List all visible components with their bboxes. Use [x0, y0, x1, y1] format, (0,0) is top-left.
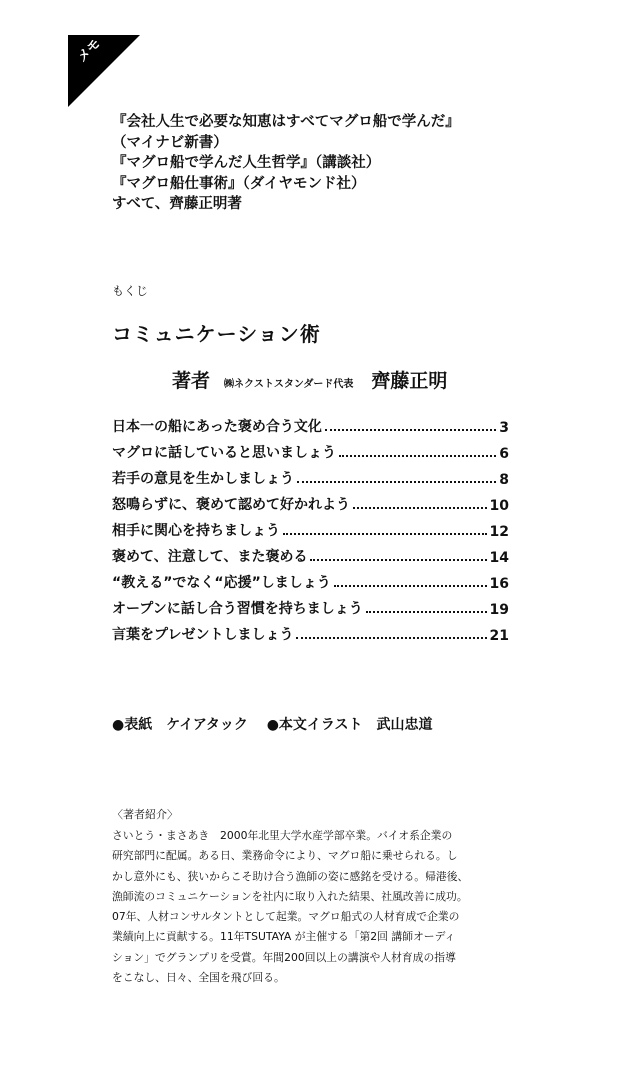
profile-line: 07年、人材コンサルタントとして起業。マグロ船式の人材育成で企業の: [112, 910, 460, 924]
profile-line: さいとう・まさあき 2000年北里大学水産学部卒業。バイオ系企業の: [112, 829, 453, 842]
toc-row[interactable]: [112, 410, 509, 436]
toc-leader: [366, 611, 487, 613]
book-line: 『マグロ船で学んだ人生哲学』（講談社）: [112, 155, 381, 171]
toc-page: 16: [489, 576, 509, 592]
toc-title: 相手に関心を持ちましょう: [112, 523, 280, 539]
author-label: 著者: [172, 370, 211, 392]
profile-line: かし意外にも、狭いからこそ助け合う漁師の姿に感銘を受ける。帰港後、: [112, 869, 469, 883]
toc-title: “教える”でなく“応援”しましょう: [112, 575, 331, 591]
memo-corner-label: メモ: [74, 36, 104, 66]
profile-line: ション」でグランプリを受賞。年間200回以上の講演や人材育成の指導: [112, 950, 456, 964]
toc-leader: [325, 429, 496, 431]
toc-page: 12: [489, 524, 509, 540]
author-profile: [112, 826, 512, 988]
credits-line: [112, 714, 447, 734]
toc-title: マグロに話していると思いましょう: [112, 445, 336, 461]
toc-row[interactable]: [112, 540, 509, 566]
toc-leader: [296, 637, 486, 639]
toc-page: 14: [489, 550, 509, 566]
profile-line: 研究部門に配属。ある日、業務命令により、マグロ船に乗せられる。し: [112, 849, 458, 863]
toc-leader: [334, 585, 487, 587]
toc-page: 21: [489, 628, 509, 644]
contents-heading: もくじ: [112, 284, 149, 298]
toc-leader: [353, 507, 487, 509]
toc-row[interactable]: [112, 618, 509, 644]
toc-title: 若手の意見を生かしましょう: [112, 471, 294, 487]
author-company: ㈱ネクストスタンダード代表: [224, 379, 354, 390]
profile-line: 漁師流のコミュニケーションを社内に取り入れた結果、社風改善に成功。: [112, 889, 468, 903]
toc-page: 19: [489, 602, 509, 618]
toc-title: オープンに話し合う習慣を持ちましょう: [112, 601, 363, 617]
toc-page: 6: [499, 446, 509, 462]
book-line: 『会社人生で必要な知恵はすべてマグロ船で学んだ』: [112, 114, 460, 130]
toc-row[interactable]: [112, 488, 509, 514]
cover-credit: ●表紙 ケイアタック: [112, 717, 248, 733]
author-line: [172, 366, 447, 393]
book-line: すべて、齊藤正明著: [112, 196, 242, 212]
toc-row[interactable]: [112, 436, 509, 462]
toc-title: 日本一の船にあった褒め合う文化: [112, 419, 322, 435]
illustration-credit: ●本文イラスト 武山忠道: [266, 717, 433, 733]
toc-leader: [310, 559, 486, 561]
toc-leader: [339, 455, 496, 457]
toc-row[interactable]: [112, 514, 509, 540]
toc-page: 8: [499, 472, 509, 488]
toc-leader: [297, 481, 496, 483]
profile-heading: 〈著者紹介〉: [112, 808, 178, 821]
toc-title: 言葉をプレゼントしましょう: [112, 627, 294, 643]
toc-leader: [283, 533, 487, 535]
toc-page: 3: [499, 420, 509, 436]
book-title: コミュニケーション術: [112, 322, 321, 346]
toc-title: 褒めて、注意して、また褒める: [112, 549, 308, 565]
book-line: （マイナビ新書）: [112, 134, 228, 151]
toc-row[interactable]: [112, 592, 509, 618]
book-line: 『マグロ船仕事術』（ダイヤモンド社）: [112, 175, 366, 192]
author-books-list: [112, 112, 460, 215]
toc-row[interactable]: [112, 566, 509, 592]
author-name: 齊藤正明: [371, 370, 448, 392]
toc-page: 10: [489, 498, 509, 514]
toc-title: 怒鳴らずに、褒めて認めて好かれよう: [112, 497, 350, 513]
toc-row[interactable]: [112, 462, 509, 488]
table-of-contents: [112, 410, 509, 644]
profile-line: 業績向上に貢献する。11年TSUTAYA が主催する「第2回 講師オーディ: [112, 930, 456, 944]
profile-line: をこなし、日々、全国を飛び回る。: [112, 971, 285, 985]
